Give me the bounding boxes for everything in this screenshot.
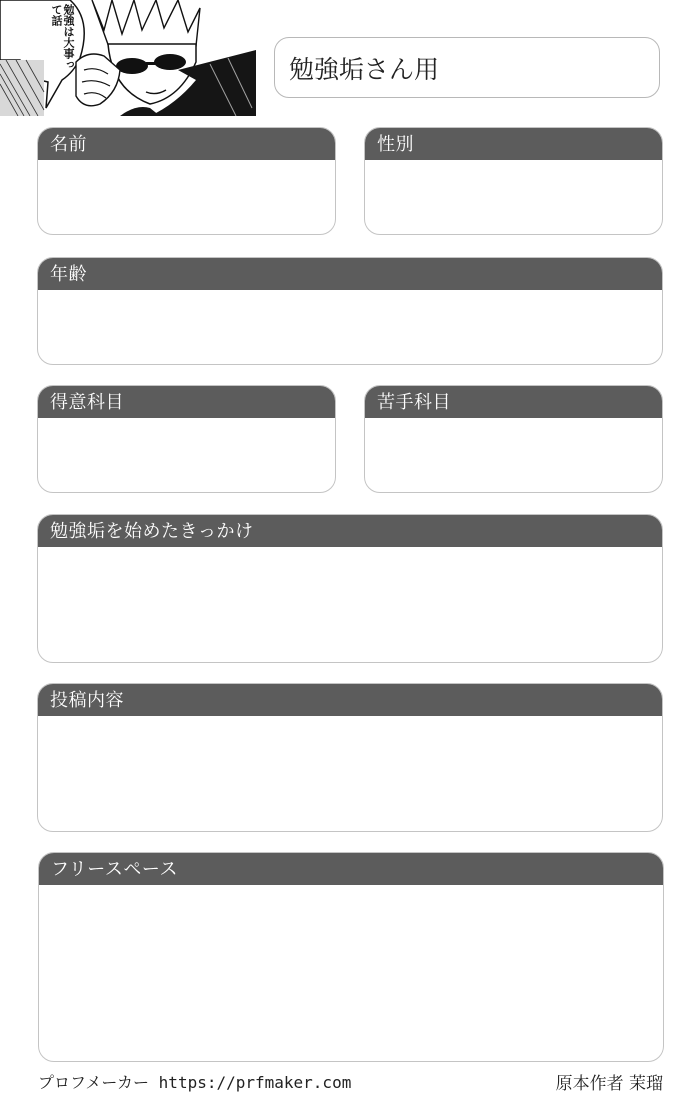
page-title: 勉強垢さん用 (274, 37, 660, 98)
name-label: 名前 (38, 128, 335, 160)
original-author-credit: 原本作者 茉瑠 (555, 1074, 663, 1094)
age-label: 年齢 (38, 258, 662, 290)
good-subject-field[interactable] (38, 418, 335, 493)
good-subject-label: 得意科目 (38, 386, 335, 418)
reason-card[interactable] (37, 514, 663, 663)
gender-label: 性別 (365, 128, 662, 160)
free-space-field[interactable] (39, 885, 663, 1062)
free-space-card[interactable] (38, 852, 664, 1062)
manga-illustration (0, 0, 256, 116)
gender-field[interactable] (365, 160, 662, 235)
age-field[interactable] (38, 290, 662, 365)
age-card[interactable] (37, 257, 663, 365)
post-content-card[interactable] (37, 683, 663, 832)
gender-card[interactable] (364, 127, 663, 235)
reason-label: 勉強垢を始めたきっかけ (38, 515, 662, 547)
post-content-field[interactable] (38, 716, 662, 832)
name-field[interactable] (38, 160, 335, 235)
weak-subject-card[interactable] (364, 385, 663, 493)
name-card[interactable] (37, 127, 336, 235)
speech-bubble-text: 勉強は大事って話 (50, 4, 75, 70)
reason-field[interactable] (38, 547, 662, 663)
weak-subject-field[interactable] (365, 418, 662, 493)
post-content-label: 投稿内容 (38, 684, 662, 716)
good-subject-card[interactable] (37, 385, 336, 493)
weak-subject-label: 苦手科目 (365, 386, 662, 418)
maker-link[interactable]: プロフメーカー https://prfmaker.com (38, 1073, 352, 1092)
free-space-label: フリースペース (39, 853, 663, 885)
